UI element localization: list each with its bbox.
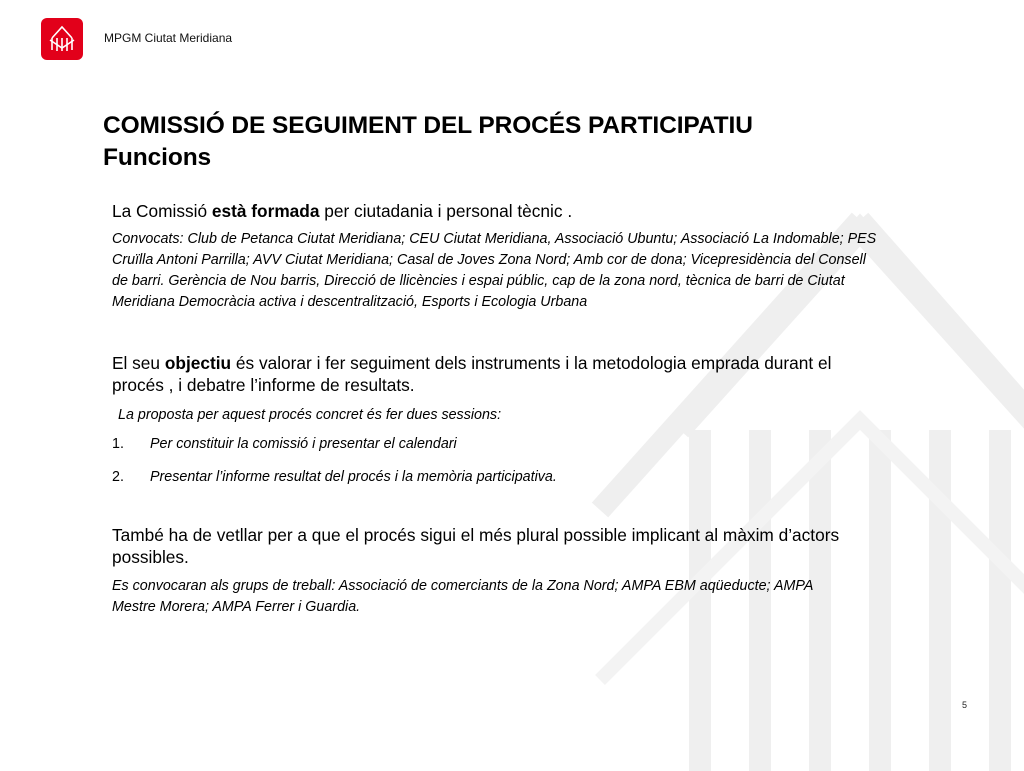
sessions-list [112, 434, 902, 488]
list-item-text: Per constituir la comissió i presentar el calendari [150, 436, 457, 452]
objective-paragraph [112, 352, 882, 396]
intro-text-after: per ciutadania i personal tècnic . [319, 201, 573, 221]
list-item [112, 434, 902, 455]
convocats-paragraph: Convocats: Club de Petanca Ciutat Meridiana; CEU Ciutat Meridiana, Associació Ubuntu; Associació La Indomable; PES Cruïlla Antoni Parrilla; AVV Ciutat Meridiana; Casal de Joves Zona Nord; Amb cor de dona; Vicepresidència del Consell de barri. Gerència de Nou barris, Direcció de llicències i espai públic, cap de la zona nord, tècnica de barri de Ciutat Meridiana Democràcia activa i descentralització, Esports i Ecologia Urbana [112, 231, 877, 310]
slide-body [112, 200, 902, 618]
proposal-paragraph: La proposta per aquest procés concret és fer dues sessions: [118, 407, 502, 423]
list-item-number: 2. [112, 469, 124, 485]
header-brand: MPGM Ciutat Meridiana [104, 31, 233, 45]
title-line-1: COMISSIÓ DE SEGUIMENT DEL PROCÉS PARTICIPATIU [103, 112, 753, 139]
intro-text-before: La Comissió [112, 201, 212, 221]
barcelona-logo [41, 18, 83, 60]
objective-text-before: El seu [112, 353, 165, 373]
objective-text-after: és valorar i fer seguiment dels instruments i la metodologia emprada durant el procés , i debatre l’informe de resultats. [112, 353, 832, 395]
list-item-text: Presentar l’informe resultat del procés i la memòria participativa. [150, 469, 557, 485]
title-line-2: Funcions [103, 144, 212, 171]
page-number: 5 [962, 700, 968, 710]
list-item-number: 1. [112, 436, 124, 452]
objective-bold: objectiu [164, 353, 232, 373]
intro-paragraph [112, 200, 902, 222]
tambe-paragraph: També ha de vetllar per a que el procés sigui el més plural possible implicant al màxim d’actors possibles. [112, 525, 840, 567]
page-title [103, 110, 753, 174]
list-item [112, 467, 902, 488]
intro-bold: està formada [211, 201, 320, 221]
groups-paragraph: Es convocaran als grups de treball: Associació de comerciants de la Zona Nord; AMPA EBM aqüeducte; AMPA Mestre Morera; AMPA Ferrer i Guardia. [112, 578, 813, 615]
